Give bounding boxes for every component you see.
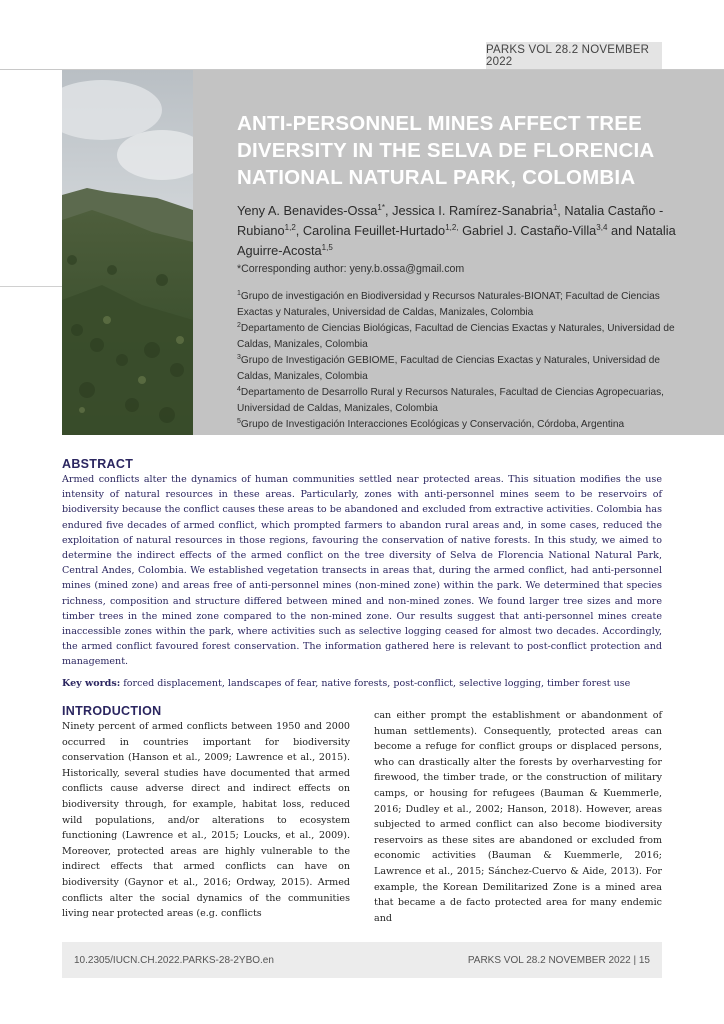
article-title: ANTI-PERSONNEL MINES AFFECT TREE DIVERSITY IN THE SELVA DE FLORENCIA NATIONAL NATURAL PARK, COLOMBIA — [237, 112, 654, 189]
author-affiliation-mark: 1,2 — [284, 223, 296, 232]
affiliation-number: 2 — [237, 322, 241, 329]
affiliation-item — [237, 289, 687, 321]
affiliation-item — [237, 321, 687, 353]
page-footer — [62, 942, 662, 978]
affiliation-number: 5 — [237, 418, 241, 425]
affiliation-text: Grupo de Investigación GEBIOME, Facultad de Ciencias Exactas y Naturales, Universidad de Caldas, Manizales, Colombia — [237, 355, 660, 382]
affiliation-text: Departamento de Desarrollo Rural y Recursos Naturales, Facultad de Ciencias Agropecuarias, Universidad de Caldas, Manizales, Colombia — [237, 387, 664, 414]
introduction-right-column: can either prompt the establishment or abandonment of human settlements). Consequently, protected areas can become a refuge for conflict groups or displaced persons, who can drastically alter the forests by overharvesting for firewood, the timber trade, or the construction of military camps, or housing for refugees (Bauman & Kuemmerle, 2016; Dudley et al., 2002; Hanson, 2018). However, areas subjected to armed conflict can also become biodiversity reservoirs as these sites are abandoned or excluded from economic activities (Bauman & Kuemmerle, 2016; Lawrence et al., 2015; Sánchez-Cuervo & Aide, 2013). For example, the Korean Demilitarized Zone is a mined area that became a de facto protected area for many endemic and — [374, 710, 662, 924]
title-panel — [193, 70, 724, 435]
footer-page-info: PARKS VOL 28.2 NOVEMBER 2022 | 15 — [467, 954, 650, 966]
author-name: Jessica I. Ramírez-Sanabria — [392, 203, 553, 218]
author-affiliation-mark: 1 — [552, 203, 558, 212]
author-list: Yeny A. Benavides-Ossa$^{1*}$, Jessica I. Ramírez-Sanabria$^1$, Natalia Castaño -Rubiano$^{1,2}$, Carolina Feuillet-Hurtado$^{1,2,}$ Gabriel J. Castaño-Villa$^{3,4}$ and Natalia Aguirre-Acosta$^{1,5}$ — [237, 203, 676, 258]
affiliation-item — [237, 385, 687, 417]
author-affiliation-mark: 1* — [377, 203, 385, 212]
affiliation-item — [237, 417, 687, 433]
abstract-heading: ABSTRACT — [62, 457, 134, 471]
author-name: Natalia Castaño -Rubiano — [237, 203, 664, 238]
introduction-heading: INTRODUCTION — [62, 704, 162, 718]
affiliation-number: 1 — [237, 290, 241, 297]
author-affiliation-mark: 1,2, — [445, 223, 459, 232]
affiliation-text: Grupo de Investigación Interacciones Ecológicas y Conservación, Córdoba, Argentina — [240, 419, 625, 430]
affiliation-number: 3 — [237, 354, 241, 361]
keywords-label: Key words: — [62, 677, 121, 689]
author-name: Yeny A. Benavides-Ossa — [237, 203, 378, 218]
forest-mountain-photo — [62, 70, 193, 435]
doi-text[interactable]: 10.2305/IUCN.CH.2022.PARKS-28-2YBO.en — [74, 954, 274, 966]
author-affiliation-mark: 3,4 — [596, 223, 608, 232]
author-name: Gabriel J. Castaño-Villa — [462, 223, 597, 238]
author-name: Carolina Feuillet-Hurtado — [302, 223, 446, 238]
journal-issue-tag: PARKS VOL 28.2 NOVEMBER 2022 — [486, 42, 662, 70]
affiliation-number: 4 — [237, 386, 241, 393]
author-name: Natalia Aguirre-Acosta — [237, 223, 676, 258]
affiliation-text: Departamento de Ciencias Biológicas, Facultad de Ciencias Exactas y Naturales, Universidad de Caldas, Manizales, Colombia — [237, 323, 675, 350]
affiliation-item — [237, 353, 687, 385]
affiliation-list — [237, 289, 687, 433]
introduction-left-column: Ninety percent of armed conflicts between 1950 and 2000 occurred in countries important for biodiversity conservation (Hanson et al., 2009; Lawrence et al., 2015). Historically, several studies have documented that armed conflicts cause adverse direct and indirect effects on biodiversity through, for example, habitat loss, reduced wild populations, and/or alterations to ecosystem functioning (Lawrence et al., 2015; Loucks, et al., 2009). Moreover, protected areas are highly vulnerable to the indirect effects that armed conflicts can have on biodiversity (Gaynor et al., 2016; Ordway, 2015). Armed conflicts alter the social dynamics of the communities living near protected areas (e.g. conflicts — [62, 721, 350, 920]
corresponding-author: *Corresponding author: yeny.b.ossa@gmail.com — [237, 263, 465, 275]
abstract-text: Armed conflicts alter the dynamics of human communities settled near protected areas. This situation modifies the use intensity of natural resources in these areas. Particularly, zones with anti-personnel mines seem to be reservoirs of biodiversity because the conflict causes these areas to be abandoned and excluded from extractive activities. Colombia has endured five decades of armed conflict, which prompted farmers to abandon rural areas and, in some cases, reduced the exploitation of natural resources in those regions, favouring the conservation of native forests. In this study, we aimed to determine the indirect effects of the armed conflict on the tree diversity of Selva de Florencia National Natural Park, Central Andes, Colombia. We established vegetation transects in areas that, during the armed conflict, had anti-personnel mines (mined zone) and areas free of anti-personnel mines (non-mined zone) within the park. We determined that species richness, composition and structure differed between mined and non-mined zones. We found larger tree sizes and more timber trees in the mined zone compared to the non-mined zone. Our results suggest that anti-personnel mines create inaccessible zones within the park, where activities such as selective logging ceased for almost two decades. Accordingly, the armed conflict favoured forest conservation. The information gathered here is relevant to post-conflict protection and management. — [62, 474, 662, 668]
author-affiliation-mark: 1,5 — [321, 243, 333, 252]
margin-divider — [0, 286, 62, 287]
abstract-section — [62, 457, 662, 691]
affiliation-text: Grupo de investigación en Biodiversidad y Recursos Naturales-BIONAT; Facultad de Ciencias Exactas y Naturales, Universidad de Caldas, Manizales, Colombia — [237, 291, 660, 318]
keywords-text: forced displacement, landscapes of fear, native forests, post-conflict, selective logging, timber forest use — [120, 677, 631, 689]
keywords — [62, 677, 662, 691]
